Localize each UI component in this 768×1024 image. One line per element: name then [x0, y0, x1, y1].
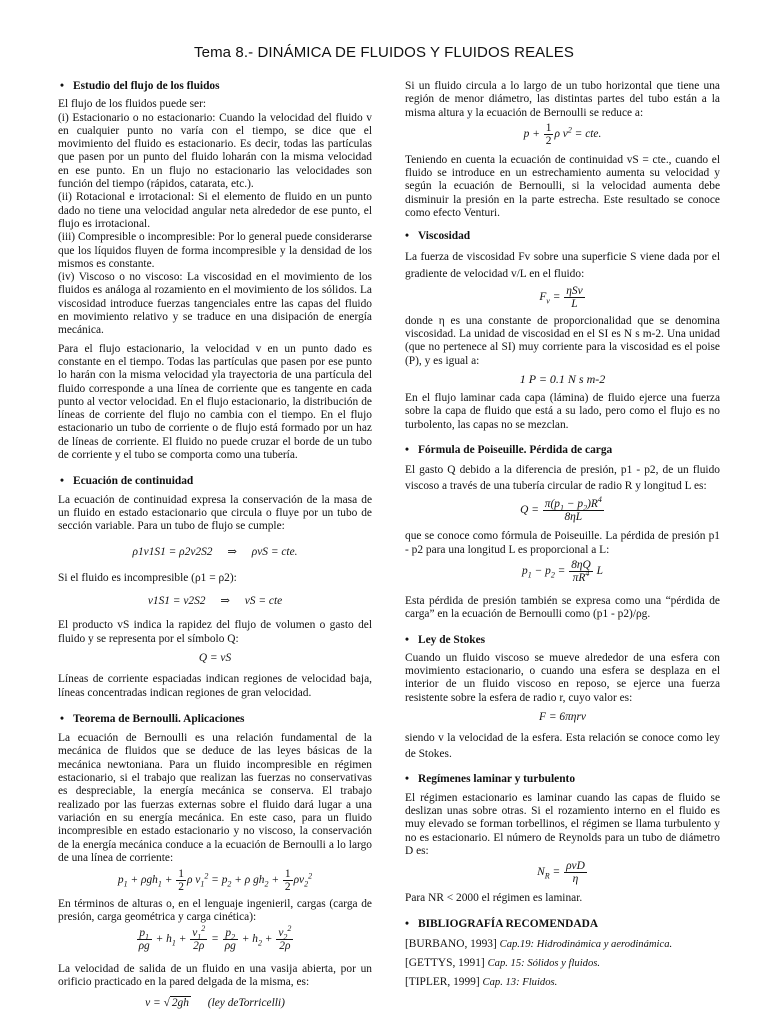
section-heading-stokes: • Ley de Stokes [405, 633, 486, 646]
bibliography-item: [BURBANO, 1993] Cap.19: Hidrodinámica y aerodinámica. [405, 937, 673, 950]
page-title: Tema 8.- DINÁMICA DE FLUIDOS Y FLUIDOS REALES [194, 44, 574, 61]
bibliography-item: [TIPLER, 1999] Cap. 13: Fluidos. [405, 975, 558, 988]
bullet-icon: • [60, 80, 64, 92]
paragraph: En el flujo laminar cada capa (lámina) de fluido ejerce una fuerza sobre la capa de fluido que está a su lado, pero como el flujo es no turbolento, las capas no se mezclan. [405, 392, 720, 431]
paragraph: El gasto Q debido a la diferencia de presión, p1 - p2, de un fluido viscoso a través de una tubería circular de radio R y longitud L es: [405, 464, 720, 493]
paragraph: La fuerza de viscosidad Fv sobre una superficie S viene dada por el gradiente de velocidad v/L en el fluido: [405, 250, 720, 280]
section-heading-flujo: • Estudio del flujo de los fluidos [60, 80, 220, 92]
equation-viscosidad: $F_v$ = $\frac{\text{ηSv}}{L}$ [539, 284, 583, 310]
paragraph: que se conoce como fórmula de Poiseuille. La pérdida de presión p1 - p2 para una longitud L es proporcional a L: [405, 530, 720, 556]
paragraph: Cuando un fluido viscoso se mueve alrededor de una esfera con movimiento estacionario, o cuando una esfera se desplaza en el interior de un fluido viscoso en reposo, se ejerce una fuerza resistente sobre la esfera de radio r, cuyo valor es: [405, 651, 720, 704]
section-heading-regimen: • Regímenes laminar y turbulento [405, 773, 576, 786]
section-heading-bibliografia: • BIBLIOGRAFÍA RECOMENDADA [405, 918, 599, 931]
equation-bernoulli-cargas: $\frac{p_1}{\rho g}$ + $h_1$ + $\frac{v_1^2}{2\rho}$ = $\frac{p_2}{\rho g}$ + $h_2$ + $\frac{v_2^2}{2\rho}$ [138, 923, 292, 952]
section-heading-bernoulli: • Teorema de Bernoulli. Aplicaciones [60, 712, 245, 725]
bullet-icon: • [60, 475, 64, 488]
paragraph: (iii) Compresible o incompresible: Por lo general puede considerarse que los líquidos fluyen de forma incompresible y la densidad de los mismos es constante. [58, 231, 372, 270]
implies-icon: ⇒ [220, 595, 230, 608]
bullet-icon: • [405, 633, 409, 646]
equation-continuidad-incompresible: v1S1 = v2S2 ⇒ vS = cte [147, 595, 283, 608]
section-heading-poiseuille: • Fórmula de Poiseuille. Pérdida de carga [405, 444, 613, 457]
paragraph: Si el fluido es incompresible (ρ1 = ρ2): [58, 571, 237, 584]
bullet-icon: • [405, 918, 409, 931]
equation-poise: 1 P = 0.1 N s m-2 [519, 371, 606, 386]
bibliography-item: [GETTYS, 1991] Cap. 15: Sólidos y fluidos. [405, 956, 601, 969]
equation-bernoulli: $p_1 + \rho gh_1$ + $\frac{1}{2}$ ρ $v_1^2 = p_2 + \rho$ $gh_2$ + $\frac{1}{2}$ $\rho v_2^2$ [117, 868, 313, 894]
paragraph: La velocidad de salida de un fluido en una vasija abierta, por un orificio practicado en la pared delgada de la misma, es: [58, 962, 372, 989]
paragraph: siendo v la velocidad de la esfera. Esta relación se conoce como ley de Stokes. [405, 732, 720, 761]
paragraph: Para NR < 2000 el régimen es laminar. [405, 892, 583, 905]
right-column [405, 80, 720, 992]
paragraph: (i) Estacionario o no estacionario: Cuando la velocidad del fluido v en cualquier punto no varía con el tiempo, se dice que el movimiento del fluido es estacionario. Es decir, todas las partículas que pasen por un punto del fluido loharán con la misma velocidad en ese punto. En un flujo no estacionario las velocidades son función del tiempo (rápidos, catarata, etc.). [58, 111, 372, 191]
paragraph: La ecuación de continuidad expresa la conservación de la masa de un fluido en estado estacionario que circula o fluye por un tubo de sección variable. Para un tubo de flujo se cumple: [58, 493, 372, 533]
section-heading-continuidad: • Ecuación de continuidad [60, 475, 194, 488]
paragraph: Teniendo en cuenta la ecuación de continuidad vS = cte., cuando el fluido se introduce en un estrechamiento aumenta su velocidad y según la ecuación de Bernoulli, si la velocidad aumenta debe disminuir la presión en la parte estrecha. Este resultado se conoce como efecto Venturi. [405, 153, 720, 220]
equation-poiseuille: Q = $\frac{\pi(p_1 - p_2)R^4}{8\eta L}$ [520, 495, 602, 524]
section-heading-viscosidad: • Viscosidad [405, 230, 471, 243]
paragraph: En términos de alturas o, en el lenguaje ingenieril, cargas (carga de presión, carga geométrica y carga cinética): [58, 898, 372, 924]
paragraph: Líneas de corriente espaciadas indican regiones de velocidad baja, líneas concentradas indican regiones de gran velocidad. [58, 673, 372, 699]
bullet-icon: • [405, 230, 409, 243]
equation-torricelli: v = √ 2gh (ley deTorricelli) [145, 997, 285, 1010]
paragraph: donde η es una constante de proporcionalidad que se denomina viscosidad. La unidad de viscosidad en el SI es N s m-2. Una unidad (que no pertenece al SI) muy corriente para la viscosidad es el poise (P), y es igual a: [405, 314, 720, 367]
paragraph: El régimen estacionario es laminar cuando las capas de fluido se deslizan unas sobre otras. Si el rozamiento interno en el fluido es muy elevado se forman torbellinos, el régimen se llama turbulento y no es estacionario. El número de Reynolds para un tubo de diámetro D es: [405, 791, 720, 857]
equation-stokes: F = 6πηrv [539, 711, 586, 724]
bullet-icon: • [405, 773, 409, 786]
left-column [58, 80, 372, 1011]
paragraph: (ii) Rotacional e irrotacional: Si el elemento de fluido en un punto dado no tiene una velocidad angular neta alrededor de ese punto, el flujo es irrotacional. [58, 191, 372, 230]
bibliography-list [405, 935, 720, 992]
equation-bernoulli-horizontal: p + $\frac{1}{2}$ ρ $v^2$ = cte. [523, 121, 602, 147]
paragraph: La ecuación de Bernoulli es una relación fundamental de la mecánica de fluidos que se deduce de las leyes básicas de la mecánica newtoniana. Para un fluido incompresible en régimen estacionario, si el trabajo que realizan las fuerzas no conservativas es despreciable, la energía mecánica se conserva. El trabajo realizado por las fuerzas externas sobre el fluido dará lugar a una variación en su energía mecánica. En este caso, para un fluido incompresible en estado estacionario y no viscoso, la conservación de la energía mecánica conduce a la ecuación de Bernoulli a lo largo de una línea de corriente: [58, 732, 372, 864]
equation-perdida-presion: $p_1 - p_2$ = $\frac{8\eta Q}{\pi R^4}$ L [522, 558, 603, 584]
paragraph: (iv) Viscoso o no viscoso: La viscosidad en el movimiento de los fluidos es análoga al rozamiento en el movimiento de los sólidos. La viscosidad introduce fuerzas tangenciales entre las capas del fluido en movimiento relativo y se traduce en una disipación de energía mecánica. [58, 271, 372, 337]
bullet-icon: • [60, 712, 64, 725]
paragraph: Si un fluido circula a lo largo de un tubo horizontal que tiene una región de menor diámetro, las distintas partes del tubo están a la misma altura y la ecuación de Bernoulli se reduce a: [405, 80, 720, 119]
equation-continuidad: ρ1v1S1 = ρ2v2S2 ⇒ ρvS = cte. [132, 545, 298, 558]
equation-gasto: Q = vS [198, 651, 232, 664]
paragraph: El flujo de los fluidos puede ser: [58, 98, 207, 111]
sqrt-icon: √ [163, 997, 170, 1010]
paragraph: Esta pérdida de presión también se expresa como una “pérdida de carga” en la ecuación de Bernoulli como (p1 - p2)/ρg. [405, 594, 720, 621]
paragraph: Para el flujo estacionario, la velocidad v en un punto dado es constante en el tiempo. Todas las partículas que pasen por ese punto lo harán con la misma velocidad yla trayectoria de una partícula del fluido corresponde a una línea de corriente que es tangente en cada punto al vector velocidad. En el flujo estacionario, la distribución de líneas de corriente del flujo no cambia con el tiempo. En el flujo estacionario un tubo de corriente o de flujo está formado por un haz de líneas de corriente. El fluido no puede cruzar el borde de un tubo de corriente y el tubo se comporta como una tubería. [58, 342, 372, 462]
paragraph: El producto vS indica la rapidez del flujo de volumen o gasto del fluido y se representa por el símbolo Q: [58, 619, 372, 645]
bullet-icon: • [405, 444, 409, 457]
implies-icon: ⇒ [227, 545, 237, 558]
equation-reynolds: $N_R$ = $\frac{\text{ρvD}}{\eta}$ [537, 860, 585, 886]
